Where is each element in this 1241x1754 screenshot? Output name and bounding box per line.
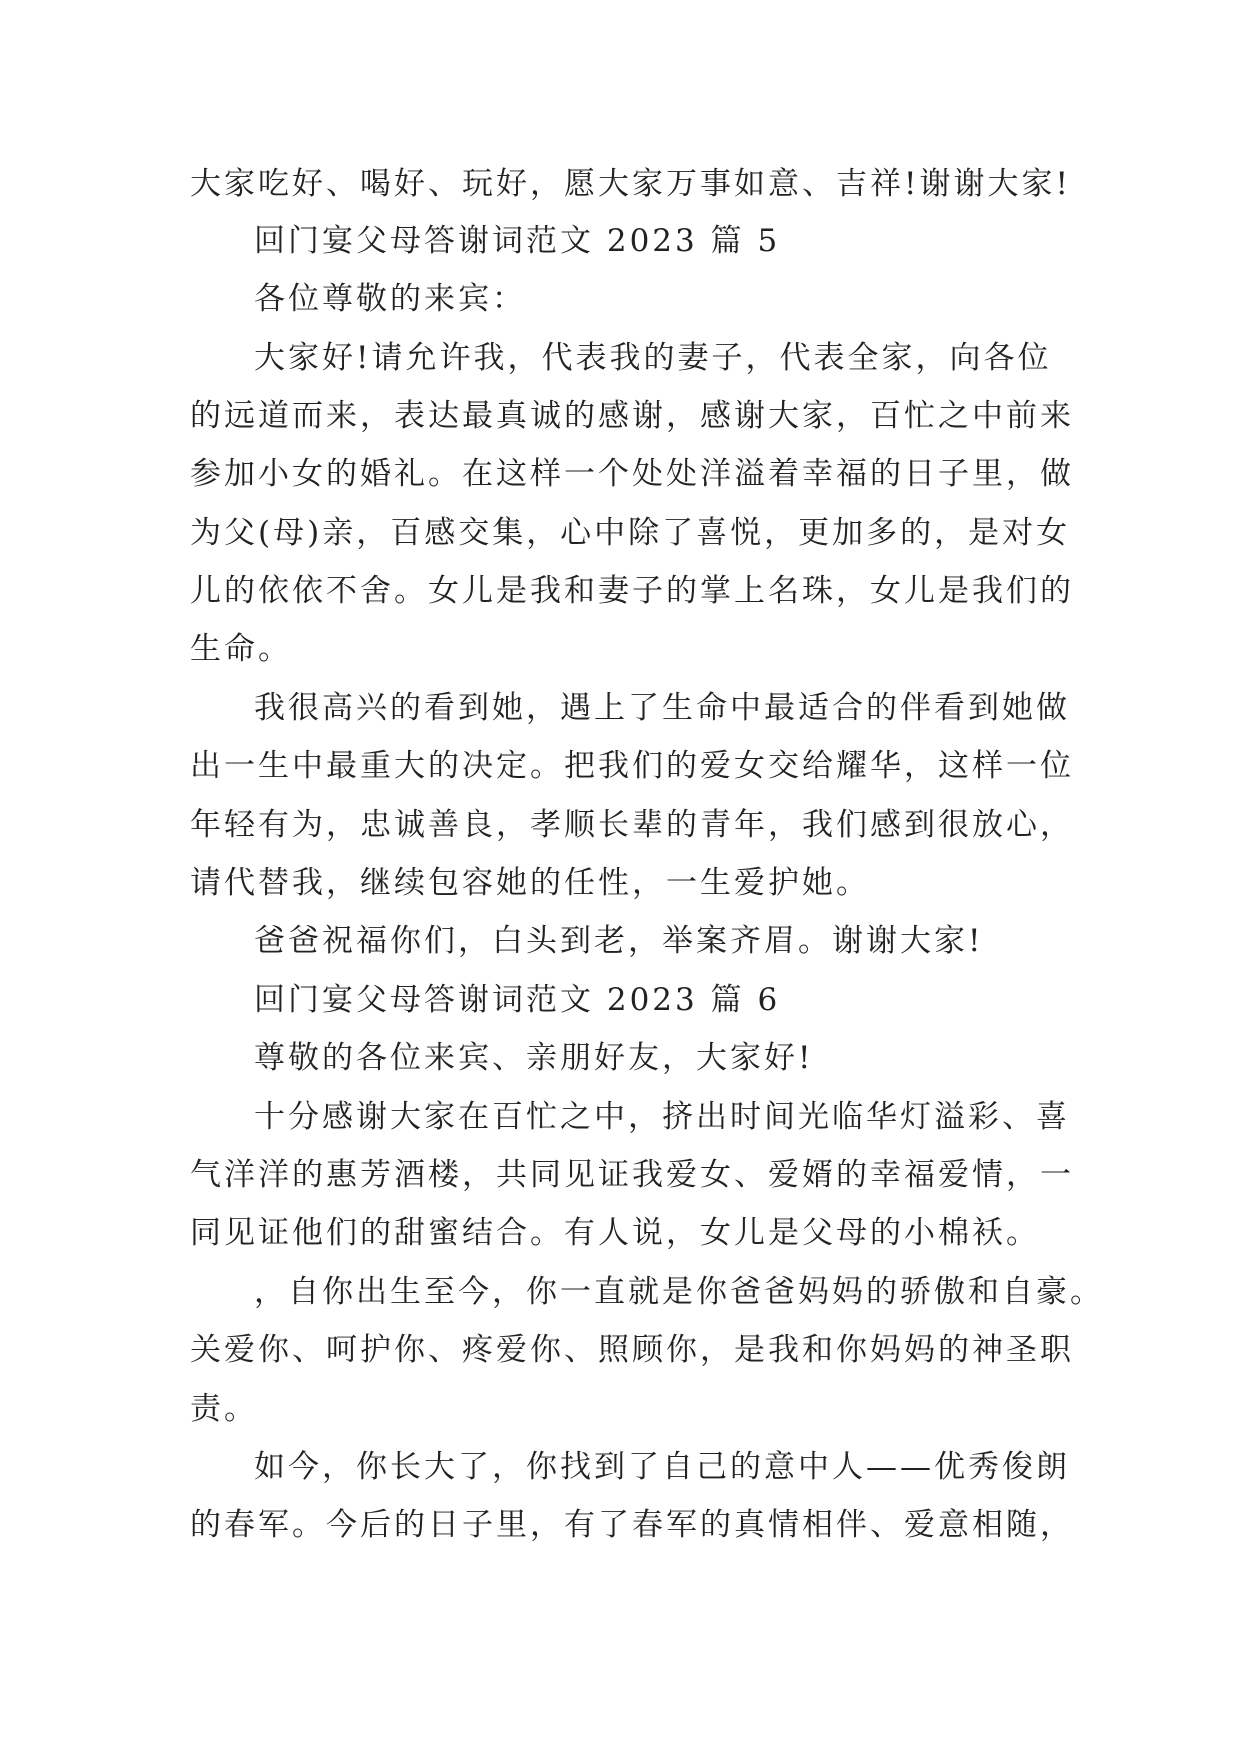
text-line-7: 为父(母)亲，百感交集，心中除了喜悦，更加多的，是对女	[190, 515, 1071, 551]
section-heading-5: 回门宴父母答谢词范文 2023 篇 5	[254, 223, 781, 259]
text-line-6: 参加小女的婚礼。在这样一个处处洋溢着幸福的日子里，做	[190, 456, 1074, 492]
text-line-21: 关爱你、呵护你、疼爱你、照顾你，是我和你妈妈的神圣职	[190, 1332, 1074, 1368]
text-line-22: 责。	[190, 1391, 258, 1427]
text-line-18: 气洋洋的惠芳酒楼，共同见证我爱女、爱婿的幸福爱情，一	[190, 1157, 1074, 1193]
text-line-24: 的春军。今后的日子里，有了春军的真情相伴、爱意相随，	[190, 1507, 1074, 1543]
text-line-12: 年轻有为，忠诚善良，孝顺长辈的青年，我们感到很放心，	[190, 807, 1074, 843]
salutation-5: 各位尊敬的来宾：	[254, 281, 526, 317]
text-line-5: 的远道而来，表达最真诚的感谢，感谢大家，百忙之中前来	[190, 398, 1074, 434]
text-line-14: 爸爸祝福你们，白头到老，举案齐眉。谢谢大家!	[254, 923, 984, 959]
text-line-23: 如今，你长大了，你找到了自己的意中人——优秀俊朗	[254, 1449, 1070, 1485]
salutation-6: 尊敬的各位来宾、亲朋好友，大家好!	[254, 1040, 814, 1076]
section-heading-6: 回门宴父母答谢词范文 2023 篇 6	[254, 982, 781, 1018]
text-line-13: 请代替我，继续包容她的任性，一生爱护她。	[190, 865, 870, 901]
text-line-4: 大家好!请允许我，代表我的妻子，代表全家，向各位	[254, 340, 1052, 376]
text-line-9: 生命。	[190, 631, 292, 667]
text-line-8: 儿的依依不舍。女儿是我和妻子的掌上名珠，女儿是我们的	[190, 573, 1074, 609]
text-line-11: 出一生中最重大的决定。把我们的爱女交给耀华，这样一位	[190, 748, 1074, 784]
text-line-17: 十分感谢大家在百忙之中，挤出时间光临华灯溢彩、喜	[254, 1099, 1070, 1135]
text-line-1: 大家吃好、喝好、玩好，愿大家万事如意、吉祥!谢谢大家!	[190, 166, 1071, 202]
text-line-20: ，自你出生至今，你一直就是你爸爸妈妈的骄傲和自豪。	[254, 1274, 1104, 1310]
text-line-10: 我很高兴的看到她，遇上了生命中最适合的伴看到她做	[254, 690, 1070, 726]
text-line-19: 同见证他们的甜蜜结合。有人说，女儿是父母的小棉袄。	[190, 1215, 1040, 1251]
